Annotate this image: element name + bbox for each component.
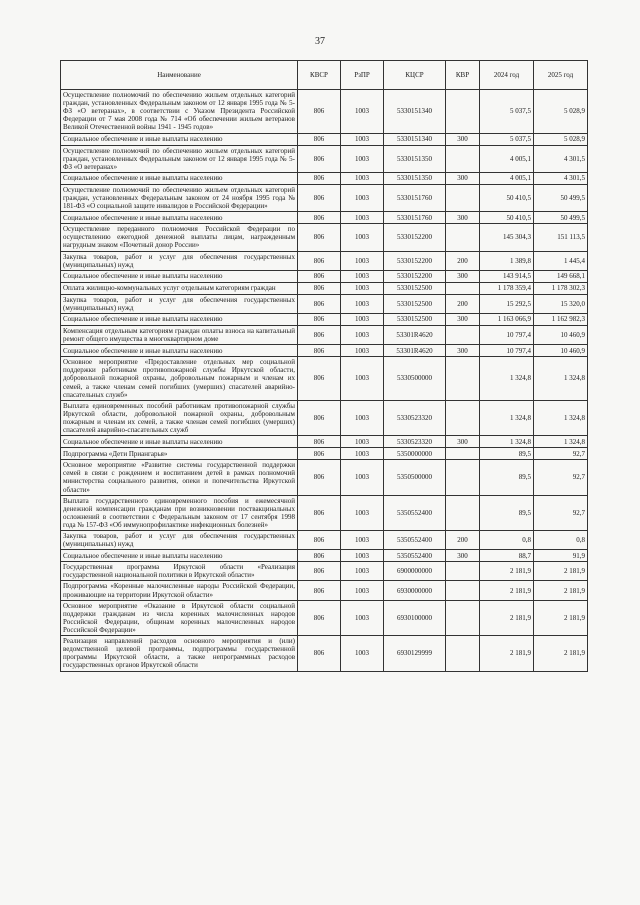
cell-name: Оплата жилищно-коммунальных услуг отдельным категориям граждан xyxy=(61,282,298,294)
table-header-row xyxy=(61,61,588,90)
cell-kvr: 300 xyxy=(446,550,480,562)
cell-2024: 1 324,8 xyxy=(480,357,534,401)
cell-kvr: 300 xyxy=(446,345,480,357)
cell-2025: 50 499,5 xyxy=(534,184,588,211)
cell-kvr xyxy=(446,495,480,530)
cell-2024: 10 797,4 xyxy=(480,345,534,357)
cell-name: Основное мероприятие «Оказание в Иркутской области социальной поддержки гражданам из числа коренных малочисленных народов Российской Федерации, общинам коренных малочисленных народов Российской Федерации» xyxy=(61,600,298,635)
cell-rzpr: 1003 xyxy=(341,448,384,460)
cell-name: Выплата государственного единовременного пособия и ежемесячной денежной компенсации гражданам при возникновении поствакцинальных осложнений в соответствии с Федеральным законом от 17 сентября 1998 года № 157-ФЗ «Об иммунопрофилактике инфекционных болезней» xyxy=(61,495,298,530)
cell-kcsr: 5330151340 xyxy=(384,133,446,145)
cell-2025: 92,7 xyxy=(534,448,588,460)
cell-2025: 1 178 302,3 xyxy=(534,282,588,294)
cell-kcsr: 5330152200 xyxy=(384,251,446,270)
table-row xyxy=(61,224,588,251)
cell-name: Выплата единовременных пособий работникам противопожарной службы Иркутской области, добровольной пожарной охраны, добровольным пожарным и членам их семей, а также членам семей погибших (умерших) спасателей аварийно-спасательных служб xyxy=(61,400,298,435)
cell-kcsr: 5330151340 xyxy=(384,90,446,134)
cell-rzpr: 1003 xyxy=(341,325,384,344)
cell-kvsr: 806 xyxy=(298,282,341,294)
table-row xyxy=(61,531,588,550)
table-row xyxy=(61,400,588,435)
cell-name: Социальное обеспечение и иные выплаты населению xyxy=(61,345,298,357)
cell-kvsr: 806 xyxy=(298,550,341,562)
cell-kcsr: 5330151350 xyxy=(384,172,446,184)
cell-kvr xyxy=(446,145,480,172)
table-row xyxy=(61,133,588,145)
cell-kcsr: 5350552400 xyxy=(384,550,446,562)
cell-rzpr: 1003 xyxy=(341,400,384,435)
cell-kvsr: 806 xyxy=(298,562,341,581)
cell-kvsr: 806 xyxy=(298,436,341,448)
cell-2025: 4 301,5 xyxy=(534,172,588,184)
table-row xyxy=(61,282,588,294)
cell-2024: 10 797,4 xyxy=(480,325,534,344)
cell-kvr xyxy=(446,282,480,294)
cell-kvr: 300 xyxy=(446,212,480,224)
cell-2025: 2 181,9 xyxy=(534,600,588,635)
cell-name: Закупка товаров, работ и услуг для обеспечения государственных (муниципальных) нужд xyxy=(61,531,298,550)
table-row xyxy=(61,550,588,562)
cell-kcsr: 5350500000 xyxy=(384,460,446,495)
cell-2024: 50 410,5 xyxy=(480,184,534,211)
cell-2024: 88,7 xyxy=(480,550,534,562)
cell-rzpr: 1003 xyxy=(341,357,384,401)
cell-kvr xyxy=(446,325,480,344)
cell-name: Социальное обеспечение и иные выплаты населению xyxy=(61,436,298,448)
cell-kvr xyxy=(446,600,480,635)
cell-kvr xyxy=(446,357,480,401)
cell-kvsr: 806 xyxy=(298,133,341,145)
cell-2024: 2 181,9 xyxy=(480,581,534,600)
cell-2024: 2 181,9 xyxy=(480,636,534,671)
cell-kcsr: 53301R4620 xyxy=(384,345,446,357)
page-number: 37 xyxy=(315,36,325,47)
cell-kvsr: 806 xyxy=(298,448,341,460)
cell-kvr: 300 xyxy=(446,436,480,448)
table-row xyxy=(61,313,588,325)
cell-2024: 1 178 359,4 xyxy=(480,282,534,294)
cell-kcsr: 6930000000 xyxy=(384,581,446,600)
cell-kvsr: 806 xyxy=(298,294,341,313)
table-row xyxy=(61,436,588,448)
cell-rzpr: 1003 xyxy=(341,600,384,635)
cell-2024: 89,5 xyxy=(480,460,534,495)
cell-kvsr: 806 xyxy=(298,460,341,495)
cell-name: Закупка товаров, работ и услуг для обеспечения государственных (муниципальных) нужд xyxy=(61,251,298,270)
cell-kcsr: 5330152500 xyxy=(384,282,446,294)
table-row xyxy=(61,562,588,581)
cell-kcsr: 5350552400 xyxy=(384,495,446,530)
cell-kvsr: 806 xyxy=(298,172,341,184)
header-2025: 2025 год xyxy=(534,61,588,90)
cell-name: Социальное обеспечение и иные выплаты населению xyxy=(61,133,298,145)
cell-name: Подпрограмма «Дети Приангарья» xyxy=(61,448,298,460)
cell-2025: 1 162 982,3 xyxy=(534,313,588,325)
cell-kcsr: 5330523320 xyxy=(384,436,446,448)
cell-kvr: 300 xyxy=(446,270,480,282)
cell-rzpr: 1003 xyxy=(341,212,384,224)
cell-2025: 1 324,8 xyxy=(534,357,588,401)
cell-kvsr: 806 xyxy=(298,251,341,270)
cell-name: Социальное обеспечение и иные выплаты населению xyxy=(61,212,298,224)
cell-2025: 1 324,8 xyxy=(534,400,588,435)
cell-kvr xyxy=(446,636,480,671)
cell-kvr: 300 xyxy=(446,172,480,184)
cell-rzpr: 1003 xyxy=(341,636,384,671)
cell-rzpr: 1003 xyxy=(341,133,384,145)
cell-kcsr: 6900000000 xyxy=(384,562,446,581)
cell-2024: 4 005,1 xyxy=(480,172,534,184)
cell-name: Основное мероприятие «Предоставление отдельных мер социальной поддержки работникам противопожарной службы Иркутской области, добровольной пожарной охраны, добровольным пожарным и членам их семей, а также членам семей погибших (умерших) спасателей аварийно-спасательных служб» xyxy=(61,357,298,401)
cell-2024: 2 181,9 xyxy=(480,562,534,581)
cell-kvsr: 806 xyxy=(298,345,341,357)
cell-2024: 2 181,9 xyxy=(480,600,534,635)
cell-kvr xyxy=(446,448,480,460)
cell-2025: 2 181,9 xyxy=(534,562,588,581)
cell-rzpr: 1003 xyxy=(341,282,384,294)
cell-name: Осуществление полномочий по обеспечению жильем отдельных категорий граждан, установленных Федеральным законом от 24 ноября 1995 года № 181-ФЗ «О социальной защите инвалидов в Российской Федерации» xyxy=(61,184,298,211)
cell-kvsr: 806 xyxy=(298,224,341,251)
cell-kvsr: 806 xyxy=(298,212,341,224)
cell-kvsr: 806 xyxy=(298,357,341,401)
table-row xyxy=(61,600,588,635)
cell-kcsr: 5330152200 xyxy=(384,224,446,251)
cell-2024: 89,5 xyxy=(480,495,534,530)
cell-kcsr: 5330152200 xyxy=(384,270,446,282)
cell-kvr: 300 xyxy=(446,313,480,325)
cell-2025: 50 499,5 xyxy=(534,212,588,224)
header-kvr: КВР xyxy=(446,61,480,90)
table-row xyxy=(61,345,588,357)
cell-2025: 10 460,9 xyxy=(534,345,588,357)
table-row xyxy=(61,251,588,270)
cell-kvr xyxy=(446,562,480,581)
cell-name: Социальное обеспечение и иные выплаты населению xyxy=(61,270,298,282)
cell-2024: 0,8 xyxy=(480,531,534,550)
cell-name: Компенсация отдельным категориям граждан оплаты взноса на капитальный ремонт общего имущества в многоквартирном доме xyxy=(61,325,298,344)
table-row xyxy=(61,357,588,401)
cell-kvsr: 806 xyxy=(298,145,341,172)
cell-kvr xyxy=(446,90,480,134)
cell-kvr xyxy=(446,460,480,495)
cell-kvsr: 806 xyxy=(298,90,341,134)
cell-rzpr: 1003 xyxy=(341,313,384,325)
budget-table xyxy=(60,60,588,672)
cell-kcsr: 5350000000 xyxy=(384,448,446,460)
cell-kcsr: 5330152500 xyxy=(384,294,446,313)
cell-2024: 1 389,8 xyxy=(480,251,534,270)
cell-kvsr: 806 xyxy=(298,495,341,530)
cell-2025: 4 301,5 xyxy=(534,145,588,172)
cell-2025: 149 668,1 xyxy=(534,270,588,282)
cell-2025: 1 324,8 xyxy=(534,436,588,448)
cell-2025: 1 445,4 xyxy=(534,251,588,270)
cell-2025: 0,8 xyxy=(534,531,588,550)
cell-kcsr: 5330151350 xyxy=(384,145,446,172)
cell-2025: 10 460,9 xyxy=(534,325,588,344)
cell-2024: 5 037,5 xyxy=(480,133,534,145)
cell-kvr: 200 xyxy=(446,251,480,270)
table-row xyxy=(61,172,588,184)
cell-kvr xyxy=(446,400,480,435)
cell-kvsr: 806 xyxy=(298,600,341,635)
cell-kvsr: 806 xyxy=(298,531,341,550)
cell-2024: 4 005,1 xyxy=(480,145,534,172)
cell-2024: 1 324,8 xyxy=(480,436,534,448)
cell-kvsr: 806 xyxy=(298,184,341,211)
cell-rzpr: 1003 xyxy=(341,436,384,448)
cell-rzpr: 1003 xyxy=(341,90,384,134)
cell-kvr: 200 xyxy=(446,294,480,313)
cell-name: Основное мероприятие «Развитие системы государственной поддержки семей в связи с рождением и воспитанием детей в рамках полномочий министерства социального развития, опеки и попечительства Иркутской области» xyxy=(61,460,298,495)
cell-kvsr: 806 xyxy=(298,313,341,325)
cell-rzpr: 1003 xyxy=(341,172,384,184)
cell-kcsr: 5330500000 xyxy=(384,357,446,401)
cell-2024: 145 304,3 xyxy=(480,224,534,251)
cell-2024: 143 914,5 xyxy=(480,270,534,282)
cell-kcsr: 5330523320 xyxy=(384,400,446,435)
cell-name: Осуществление полномочий по обеспечению жильем отдельных категорий граждан, установленных Федеральным законом от 12 января 1995 года № 5-ФЗ «О ветеранах» xyxy=(61,145,298,172)
cell-2025: 92,7 xyxy=(534,495,588,530)
cell-rzpr: 1003 xyxy=(341,495,384,530)
header-name: Наименование xyxy=(61,61,298,90)
cell-2025: 91,9 xyxy=(534,550,588,562)
cell-kcsr: 53301R4620 xyxy=(384,325,446,344)
cell-rzpr: 1003 xyxy=(341,224,384,251)
cell-rzpr: 1003 xyxy=(341,145,384,172)
table-row xyxy=(61,325,588,344)
cell-rzpr: 1003 xyxy=(341,184,384,211)
cell-2025: 92,7 xyxy=(534,460,588,495)
cell-2024: 1 324,8 xyxy=(480,400,534,435)
cell-kcsr: 5330151760 xyxy=(384,212,446,224)
table-row xyxy=(61,145,588,172)
cell-kcsr: 6930129999 xyxy=(384,636,446,671)
cell-2024: 89,5 xyxy=(480,448,534,460)
cell-rzpr: 1003 xyxy=(341,581,384,600)
cell-name: Подпрограмма «Коренные малочисленные народы Российской Федерации, проживающие на территории Иркутской области» xyxy=(61,581,298,600)
table-row xyxy=(61,90,588,134)
cell-rzpr: 1003 xyxy=(341,550,384,562)
cell-kcsr: 5330152500 xyxy=(384,313,446,325)
cell-name: Государственная программа Иркутской области «Реализация государственной национальной политики в Иркутской области» xyxy=(61,562,298,581)
table-row xyxy=(61,636,588,671)
cell-kvr xyxy=(446,581,480,600)
cell-kcsr: 5330151760 xyxy=(384,184,446,211)
cell-kvsr: 806 xyxy=(298,325,341,344)
cell-kcsr: 5350552400 xyxy=(384,531,446,550)
cell-kvr: 300 xyxy=(446,133,480,145)
cell-2025: 2 181,9 xyxy=(534,581,588,600)
cell-name: Социальное обеспечение и иные выплаты населению xyxy=(61,313,298,325)
cell-2025: 151 113,5 xyxy=(534,224,588,251)
table-row xyxy=(61,495,588,530)
cell-rzpr: 1003 xyxy=(341,562,384,581)
cell-kvr xyxy=(446,184,480,211)
header-kcsr: КЦСР xyxy=(384,61,446,90)
cell-kvsr: 806 xyxy=(298,270,341,282)
cell-2025: 5 028,9 xyxy=(534,133,588,145)
cell-kvr: 200 xyxy=(446,531,480,550)
cell-name: Реализация направлений расходов основного мероприятия и (или) ведомственной целевой программы, подпрограммы государственной программы Иркутской области, а также непрограммных расходов государственных органов Иркутской области xyxy=(61,636,298,671)
cell-rzpr: 1003 xyxy=(341,294,384,313)
table-row xyxy=(61,212,588,224)
cell-name: Социальное обеспечение и иные выплаты населению xyxy=(61,550,298,562)
cell-2025: 2 181,9 xyxy=(534,636,588,671)
table-body xyxy=(61,90,588,672)
table-row xyxy=(61,581,588,600)
cell-2025: 5 028,9 xyxy=(534,90,588,134)
table-row xyxy=(61,184,588,211)
cell-name: Социальное обеспечение и иные выплаты населению xyxy=(61,172,298,184)
cell-rzpr: 1003 xyxy=(341,460,384,495)
cell-2024: 15 292,5 xyxy=(480,294,534,313)
cell-2025: 15 320,0 xyxy=(534,294,588,313)
cell-name: Осуществление полномочий по обеспечению жильем отдельных категорий граждан, установленных Федеральным законом от 12 января 1995 года № 5-ФЗ «О ветеранах», в соответствии с Указом Президента Российской Федерации от 7 мая 2008 года № 714 «Об обеспечении жильем ветеранов Великой Отечественной войны 1941 - 1945 годов» xyxy=(61,90,298,134)
cell-rzpr: 1003 xyxy=(341,251,384,270)
cell-2024: 1 163 066,9 xyxy=(480,313,534,325)
header-kvsr: КВСР xyxy=(298,61,341,90)
table-row xyxy=(61,448,588,460)
table-row xyxy=(61,460,588,495)
table-row xyxy=(61,294,588,313)
cell-rzpr: 1003 xyxy=(341,270,384,282)
cell-kcsr: 6930100000 xyxy=(384,600,446,635)
cell-name: Осуществление переданного полномочия Российской Федерации по осуществлению ежегодной денежной выплаты лицам, награжденным нагрудным знаком «Почетный донор России» xyxy=(61,224,298,251)
cell-2024: 5 037,5 xyxy=(480,90,534,134)
header-rzpr: РзПР xyxy=(341,61,384,90)
cell-kvr xyxy=(446,224,480,251)
cell-2024: 50 410,5 xyxy=(480,212,534,224)
header-2024: 2024 год xyxy=(480,61,534,90)
cell-kvsr: 806 xyxy=(298,400,341,435)
cell-rzpr: 1003 xyxy=(341,345,384,357)
cell-rzpr: 1003 xyxy=(341,531,384,550)
table-row xyxy=(61,270,588,282)
cell-kvsr: 806 xyxy=(298,581,341,600)
cell-kvsr: 806 xyxy=(298,636,341,671)
cell-name: Закупка товаров, работ и услуг для обеспечения государственных (муниципальных) нужд xyxy=(61,294,298,313)
